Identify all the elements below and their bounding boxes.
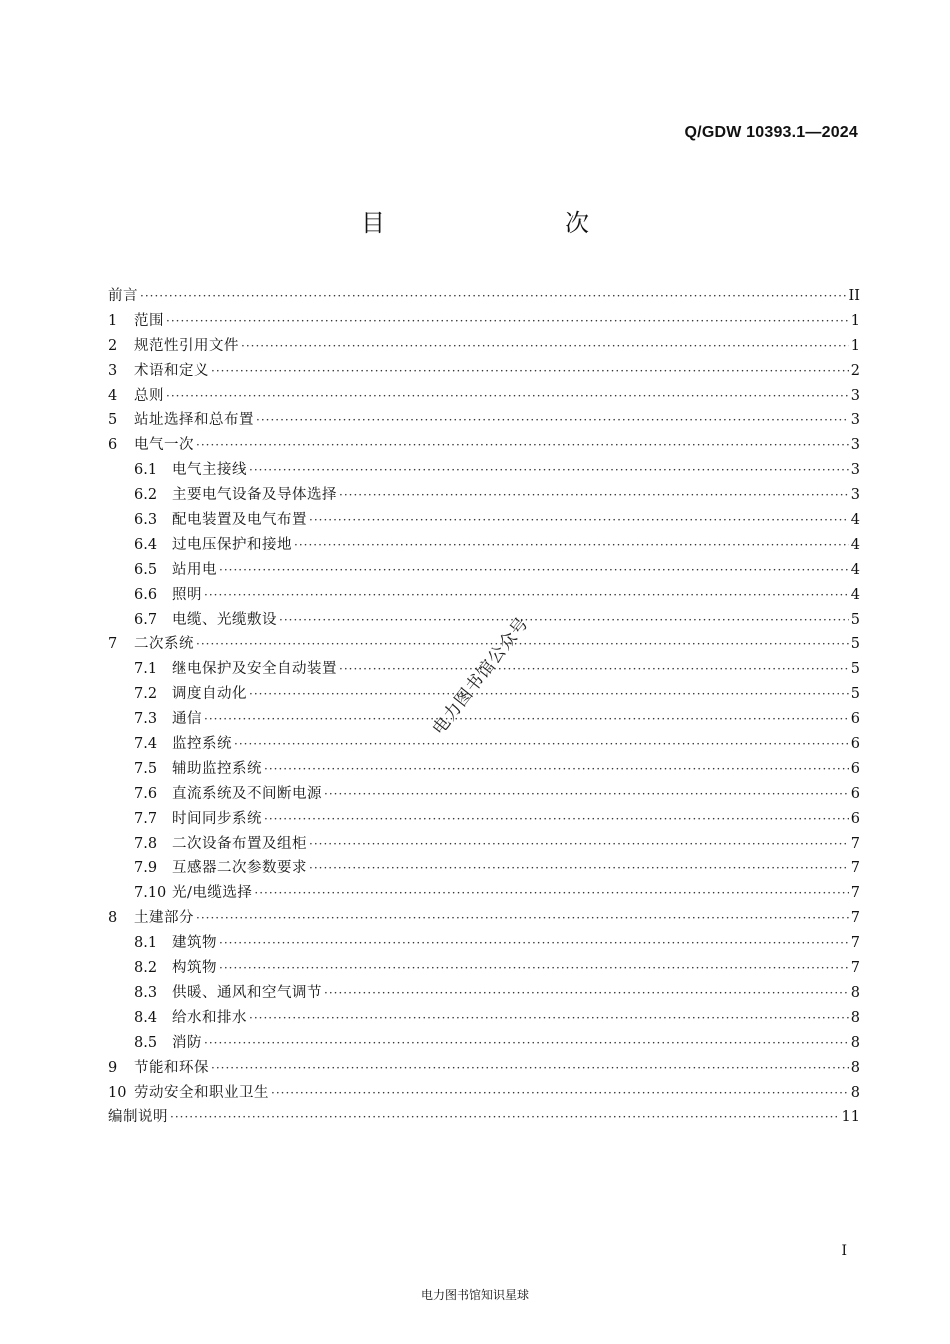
toc-entry-page: 7 <box>850 910 860 927</box>
toc-entry-page: 2 <box>850 362 860 379</box>
toc-entry-page: 3 <box>850 487 860 504</box>
toc-entry-page: 4 <box>850 586 860 603</box>
toc-entry-label: 节能和环保 <box>134 1059 209 1076</box>
toc-entry-number: 7 <box>108 636 118 653</box>
toc-entry-number: 8.4 <box>134 1009 158 1026</box>
toc-entry-number: 6.5 <box>134 561 158 578</box>
toc-entry-label: 二次系统 <box>134 636 194 653</box>
table-of-contents <box>108 284 860 1130</box>
toc-leader-dots <box>211 359 849 384</box>
toc-entry-number: 8.3 <box>134 984 158 1001</box>
toc-entry[interactable] <box>108 334 860 359</box>
toc-leader-dots <box>256 408 849 433</box>
toc-entry-label: 编制说明 <box>108 1109 168 1126</box>
toc-entry-page: 5 <box>850 611 860 628</box>
toc-entry[interactable] <box>108 309 860 334</box>
toc-leader-dots <box>309 508 849 533</box>
toc-entry-label: 直流系统及不间断电源 <box>172 785 322 802</box>
toc-leader-dots <box>241 334 849 359</box>
toc-entry[interactable] <box>108 608 860 633</box>
toc-entry-page: 4 <box>850 536 860 553</box>
toc-leader-dots <box>219 956 849 981</box>
toc-entry-number: 6.1 <box>134 462 158 479</box>
toc-entry-page: 8 <box>850 1034 860 1051</box>
toc-entry-page: 4 <box>850 561 860 578</box>
toc-entry-page: 6 <box>850 711 860 728</box>
toc-entry[interactable] <box>108 707 860 732</box>
toc-leader-dots <box>309 832 849 857</box>
toc-entry-number: 7.2 <box>134 686 158 703</box>
toc-leader-dots <box>140 284 847 309</box>
toc-leader-dots <box>219 558 849 583</box>
toc-entry-page: 7 <box>850 935 860 952</box>
toc-entry-label: 监控系统 <box>172 736 232 753</box>
toc-entry[interactable] <box>108 1105 860 1130</box>
toc-entry[interactable] <box>108 1031 860 1056</box>
toc-entry-number: 7.10 <box>134 885 167 902</box>
toc-entry-label: 调度自动化 <box>172 686 247 703</box>
toc-entry[interactable] <box>108 284 860 309</box>
toc-entry-number: 4 <box>108 387 118 404</box>
toc-entry-number: 8.5 <box>134 1034 158 1051</box>
toc-leader-dots <box>196 906 849 931</box>
toc-entry-number: 8 <box>108 910 118 927</box>
toc-entry-number: 6 <box>108 437 118 454</box>
toc-entry-number: 8.2 <box>134 960 158 977</box>
toc-entry-number: 7.8 <box>134 835 158 852</box>
toc-entry-label: 辅助监控系统 <box>172 760 262 777</box>
toc-entry[interactable] <box>108 1081 860 1106</box>
toc-entry-label: 总则 <box>134 387 164 404</box>
toc-entry[interactable] <box>108 931 860 956</box>
toc-leader-dots <box>339 483 849 508</box>
toc-leader-dots <box>204 707 849 732</box>
toc-entry[interactable] <box>108 856 860 881</box>
toc-entry-page: 1 <box>850 337 860 354</box>
toc-entry-page: 8 <box>850 1059 860 1076</box>
page-number: I <box>841 1243 847 1259</box>
toc-entry-number: 10 <box>108 1084 127 1101</box>
toc-entry-label: 消防 <box>172 1034 202 1051</box>
toc-entry[interactable] <box>108 906 860 931</box>
toc-entry-number: 6.2 <box>134 487 158 504</box>
toc-entry-label: 电气主接线 <box>172 462 247 479</box>
toc-entry-page: 5 <box>850 661 860 678</box>
toc-entry-number: 1 <box>108 312 118 329</box>
standard-code: Q/GDW 10393.1—2024 <box>684 124 858 141</box>
toc-entry[interactable] <box>108 1056 860 1081</box>
toc-entry-number: 7.6 <box>134 785 158 802</box>
toc-entry-label: 光/电缆选择 <box>172 885 253 902</box>
toc-entry-page: 7 <box>850 885 860 902</box>
toc-entry-number: 7.4 <box>134 736 158 753</box>
toc-leader-dots <box>249 1006 849 1031</box>
toc-entry[interactable] <box>108 433 860 458</box>
toc-entry-number: 2 <box>108 337 118 354</box>
toc-entry-label: 主要电气设备及导体选择 <box>172 487 337 504</box>
toc-entry-label: 配电装置及电气布置 <box>172 512 307 529</box>
toc-entry-page: 5 <box>850 686 860 703</box>
toc-entry-number: 6.3 <box>134 512 158 529</box>
toc-entry-number: 6.6 <box>134 586 158 603</box>
toc-entry-label: 前言 <box>108 288 138 304</box>
toc-entry[interactable] <box>108 458 860 483</box>
toc-entry-label: 通信 <box>172 711 202 728</box>
toc-entry-label: 电气一次 <box>134 437 194 454</box>
toc-entry-number: 7.9 <box>134 860 158 877</box>
toc-entry-page: 6 <box>850 760 860 777</box>
toc-leader-dots <box>249 458 849 483</box>
toc-entry-label: 时间同步系统 <box>172 810 262 827</box>
toc-entry-label: 劳动安全和职业卫生 <box>134 1084 269 1101</box>
toc-entry[interactable] <box>108 359 860 384</box>
toc-leader-dots <box>279 608 849 633</box>
toc-leader-dots <box>249 682 849 707</box>
toc-entry-label: 给水和排水 <box>172 1009 247 1026</box>
toc-entry-label: 站用电 <box>172 561 217 578</box>
toc-entry[interactable] <box>108 782 860 807</box>
toc-entry-number: 8.1 <box>134 935 158 952</box>
toc-entry-number: 9 <box>108 1059 118 1076</box>
toc-entry-label: 土建部分 <box>134 910 194 927</box>
toc-entry-page: 8 <box>850 1084 860 1101</box>
toc-entry-number: 7.3 <box>134 711 158 728</box>
toc-entry-label: 继电保护及安全自动装置 <box>172 661 337 678</box>
toc-entry[interactable] <box>108 757 860 782</box>
toc-entry-label: 照明 <box>172 586 202 603</box>
toc-entry-label: 电缆、光缆敷设 <box>172 611 277 628</box>
toc-entry-number: 7.7 <box>134 810 158 827</box>
toc-entry-page: 11 <box>841 1109 860 1126</box>
toc-entry[interactable] <box>108 832 860 857</box>
toc-entry-page: 6 <box>850 810 860 827</box>
toc-entry[interactable] <box>108 732 860 757</box>
footer-text: 电力图书馆知识星球 <box>420 1288 529 1302</box>
toc-leader-dots <box>271 1081 849 1106</box>
toc-entry-page: 3 <box>850 437 860 454</box>
toc-entry-number: 5 <box>108 412 118 429</box>
toc-entry-number: 3 <box>108 362 118 379</box>
toc-leader-dots <box>166 384 849 409</box>
toc-entry-page: 3 <box>850 412 860 429</box>
toc-entry-page: 7 <box>850 860 860 877</box>
toc-leader-dots <box>219 931 849 956</box>
toc-entry[interactable] <box>108 483 860 508</box>
toc-entry-label: 过电压保护和接地 <box>172 536 292 553</box>
watermark-text: 电力图书馆公众号 <box>428 613 534 739</box>
toc-entry-label: 范围 <box>134 312 164 329</box>
toc-entry[interactable] <box>108 408 860 433</box>
toc-leader-dots <box>324 981 849 1006</box>
toc-entry-page: 3 <box>850 387 860 404</box>
toc-entry-label: 二次设备布置及组柜 <box>172 835 307 852</box>
toc-entry-page: 8 <box>850 984 860 1001</box>
toc-entry-page: 3 <box>850 462 860 479</box>
toc-leader-dots <box>166 309 849 334</box>
toc-entry-page: 7 <box>850 960 860 977</box>
toc-entry-page: 1 <box>850 312 860 329</box>
toc-entry[interactable] <box>108 384 860 409</box>
toc-entry-number: 7.1 <box>134 661 158 678</box>
toc-leader-dots <box>254 881 848 906</box>
toc-entry-label: 术语和定义 <box>134 362 209 379</box>
toc-entry[interactable] <box>108 1006 860 1031</box>
toc-leader-dots <box>294 533 849 558</box>
toc-entry-label: 构筑物 <box>172 960 217 977</box>
toc-leader-dots <box>234 732 849 757</box>
toc-leader-dots <box>204 1031 849 1056</box>
toc-entry-page: 5 <box>850 636 860 653</box>
toc-entry-page: 8 <box>850 1009 860 1026</box>
toc-entry-page: II <box>848 288 860 304</box>
toc-entry-page: 6 <box>850 736 860 753</box>
toc-leader-dots <box>211 1056 849 1081</box>
toc-entry-label: 规范性引用文件 <box>134 337 239 354</box>
toc-entry-number: 7.5 <box>134 760 158 777</box>
toc-entry-label: 供暖、通风和空气调节 <box>172 984 322 1001</box>
toc-entry[interactable] <box>108 558 860 583</box>
toc-leader-dots <box>264 757 849 782</box>
toc-entry[interactable] <box>108 508 860 533</box>
page-title: 目 次 <box>361 209 633 237</box>
toc-entry-label: 建筑物 <box>172 935 217 952</box>
toc-entry-label: 互感器二次参数要求 <box>172 860 307 877</box>
toc-leader-dots <box>170 1105 840 1130</box>
toc-leader-dots <box>309 856 849 881</box>
toc-entry-number: 6.4 <box>134 536 158 553</box>
toc-entry-label: 站址选择和总布置 <box>134 412 254 429</box>
toc-entry[interactable] <box>108 807 860 832</box>
toc-entry-page: 4 <box>850 512 860 529</box>
toc-entry[interactable] <box>108 533 860 558</box>
toc-entry-page: 7 <box>850 835 860 852</box>
toc-entry[interactable] <box>108 981 860 1006</box>
toc-leader-dots <box>264 807 849 832</box>
toc-entry[interactable] <box>108 881 860 906</box>
toc-leader-dots <box>339 657 849 682</box>
toc-leader-dots <box>204 583 849 608</box>
toc-leader-dots <box>324 782 849 807</box>
toc-entry[interactable] <box>108 956 860 981</box>
toc-entry-page: 6 <box>850 785 860 802</box>
toc-leader-dots <box>196 433 849 458</box>
toc-entry-number: 6.7 <box>134 611 158 628</box>
toc-entry[interactable] <box>108 583 860 608</box>
